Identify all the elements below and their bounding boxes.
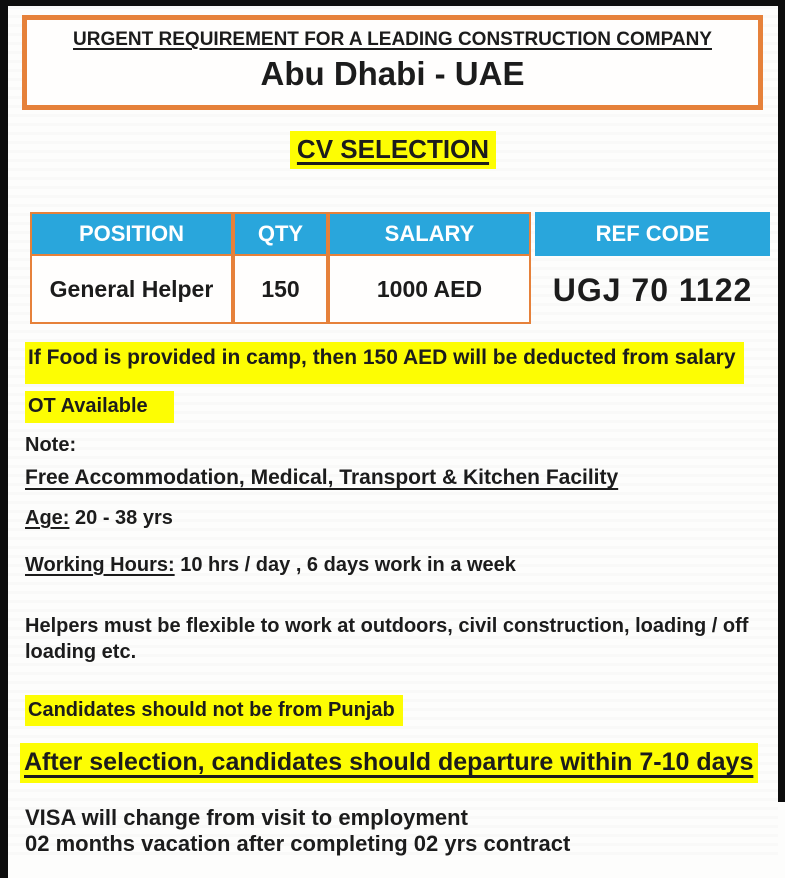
scan-edge-top — [0, 0, 785, 6]
cell-refcode: UGJ 70 1122 — [552, 271, 753, 308]
cell-salary: 1000 AED — [328, 256, 531, 324]
cv-selection-heading: CV SELECTION — [290, 131, 496, 169]
flyer-page — [8, 6, 778, 857]
working-hours-label: Working Hours: — [25, 554, 175, 576]
visa-change-line: VISA will change from visit to employment — [25, 805, 468, 830]
column-header-salary: SALARY — [328, 212, 531, 256]
working-hours-line — [25, 554, 778, 577]
jobs-table — [30, 212, 778, 324]
table-header-row — [30, 212, 778, 256]
age-value: 20 - 38 yrs — [69, 507, 173, 529]
cv-selection-row — [8, 131, 778, 169]
visa-terms — [25, 805, 778, 857]
flyer-title: URGENT REQUIREMENT FOR A LEADING CONSTRUCTION COMPANY — [73, 29, 712, 50]
helpers-flexibility-note: Helpers must be flexible to work at outdoors, civil construction, loading / off loading etc. — [25, 615, 749, 663]
age-line — [25, 507, 778, 530]
facility-note: Free Accommodation, Medical, Transport & Kitchen Facility — [25, 466, 619, 489]
header-box — [22, 15, 763, 110]
ot-available-note: OT Available — [25, 391, 174, 423]
table-row — [30, 256, 778, 324]
cell-position: General Helper — [30, 256, 233, 324]
punjab-restriction-note: Candidates should not be from Punjab — [25, 695, 403, 726]
scan-edge-right — [778, 0, 785, 802]
food-deduction-note: If Food is provided in camp, then 150 AED will be deducted from salary — [25, 342, 744, 384]
vacation-line: 02 months vacation after completing 02 yrs contract — [25, 830, 571, 856]
departure-note: After selection, candidates should departure within 7-10 days — [20, 743, 758, 783]
column-header-position: POSITION — [30, 212, 233, 256]
scan-edge-left — [0, 0, 8, 878]
location-title: Abu Dhabi - UAE — [260, 55, 525, 92]
note-label: Note: — [25, 434, 77, 456]
column-header-qty: QTY — [233, 212, 328, 256]
column-header-refcode: REF CODE — [535, 212, 770, 256]
age-label: Age: — [25, 507, 70, 529]
cell-qty: 150 — [233, 256, 328, 324]
working-hours-value: 10 hrs / day , 6 days work in a week — [174, 554, 516, 576]
